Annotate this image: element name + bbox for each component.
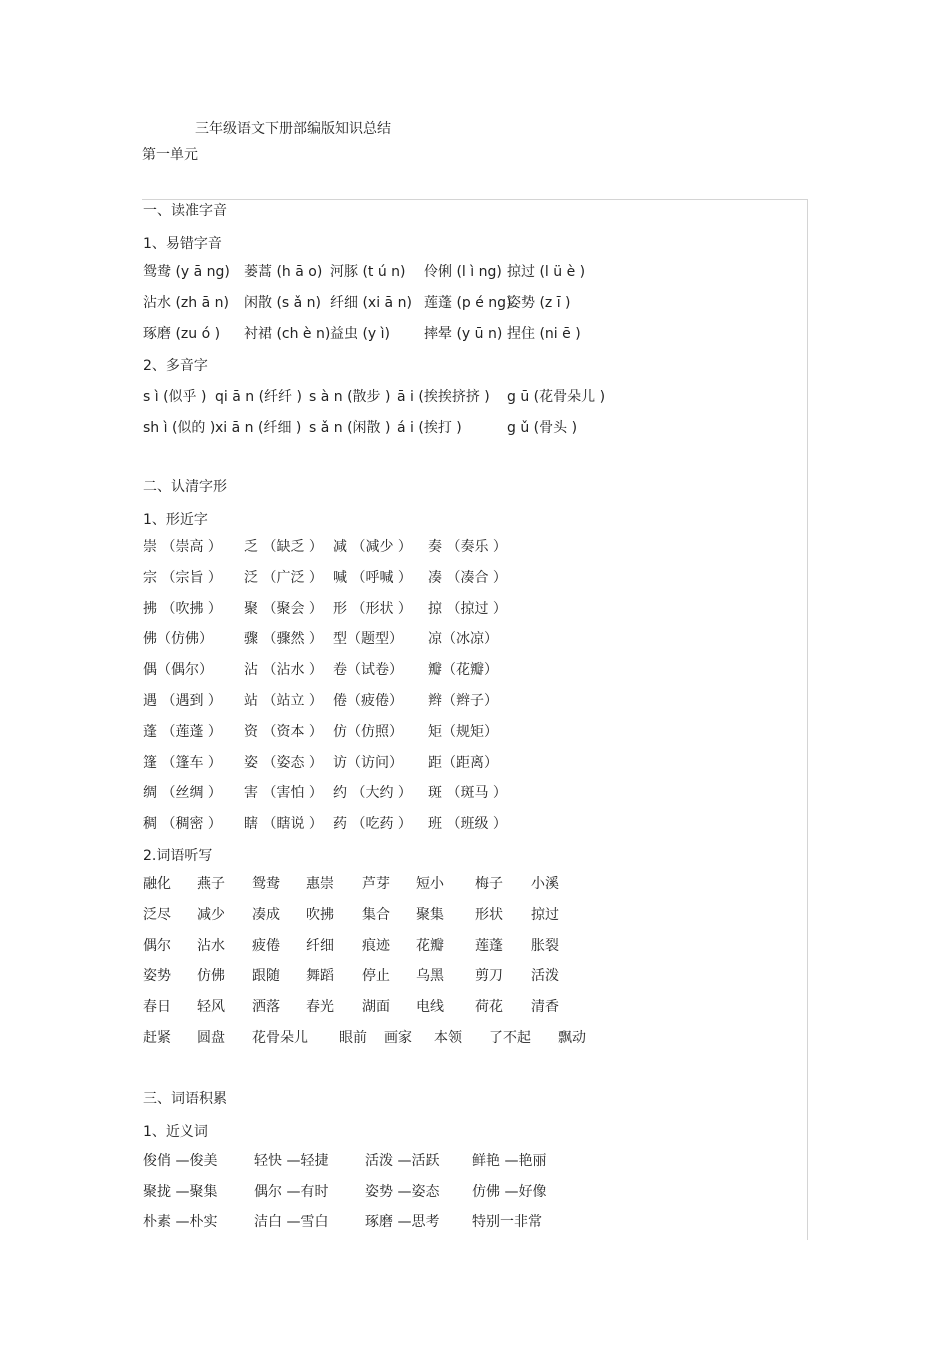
tingxie-item: 小溪 — [531, 876, 559, 892]
tingxie-item: 偶尔 — [143, 937, 171, 954]
yicuo-item: 莲蓬 (p é ng) — [424, 295, 512, 311]
subsection-heading: 2、多音字 — [143, 358, 208, 374]
xingjin-item: 站 （站立 ） — [244, 693, 323, 709]
duoyin-item: qi ā n (纤纤 ) — [215, 389, 302, 405]
content-frame — [142, 199, 808, 1240]
xingjin-item: 喊 （呼喊 ） — [333, 569, 412, 586]
duoyin-item: ā i (挨挨挤挤 ) — [397, 389, 490, 405]
xingjin-item: 卷（试卷） — [333, 662, 403, 679]
tingxie-item: 花骨朵儿 — [252, 1030, 308, 1046]
xingjin-item: 佛（仿佛） — [143, 631, 213, 648]
duoyin-item: g ū (花骨朵儿 ) — [507, 389, 606, 405]
tingxie-item: 圆盘 — [197, 1030, 225, 1046]
xingjin-item: 姿 （姿态 ） — [244, 754, 323, 771]
jinyi-item: 鲜艳 —艳丽 — [472, 1153, 547, 1169]
tingxie-item: 跟随 — [252, 968, 280, 985]
yicuo-item: 沾水 (zh ā n) — [143, 295, 229, 311]
xingjin-item: 访（访问） — [333, 754, 403, 771]
jinyi-item: 琢磨 —思考 — [365, 1214, 440, 1230]
xingjin-item: 凑 （凑合 ） — [428, 569, 507, 586]
tingxie-item: 清香 — [531, 999, 559, 1016]
yicuo-item: 纤细 (xi ā n) — [330, 295, 412, 311]
jinyi-item: 洁白 —雪白 — [254, 1214, 329, 1230]
jinyi-item: 朴素 —朴实 — [143, 1214, 218, 1230]
duoyin-item: xi ā n (纤细 ) — [215, 420, 302, 436]
yicuo-item: 捏住 (ni ē ) — [507, 326, 581, 342]
xingjin-item: 倦（疲倦） — [333, 693, 403, 709]
xingjin-item: 宗 （宗旨 ） — [143, 569, 222, 586]
yicuo-item: 河豚 (t ú n) — [330, 264, 406, 280]
tingxie-item: 乌黑 — [416, 968, 444, 985]
tingxie-item: 鸳鸯 — [252, 876, 280, 892]
subsection-heading: 1、易错字音 — [143, 236, 222, 252]
tingxie-item: 短小 — [416, 876, 444, 892]
tingxie-item: 春日 — [143, 999, 171, 1016]
tingxie-item: 凑成 — [252, 906, 280, 923]
duoyin-item: s ǎ n (闲散 ) — [309, 420, 391, 436]
tingxie-item: 聚集 — [416, 906, 444, 923]
yicuo-item: 衬裙 (ch è n) — [244, 326, 331, 342]
jinyi-item: 姿势 —姿态 — [365, 1183, 440, 1200]
yicuo-item: 益虫 (y ì) — [330, 326, 390, 342]
xingjin-item: 约 （大约 ） — [333, 785, 412, 802]
xingjin-item: 瞎 （瞎说 ） — [244, 816, 323, 833]
tingxie-item: 芦芽 — [362, 876, 390, 892]
xingjin-item: 斑 （斑马 ） — [428, 785, 507, 802]
xingjin-item: 害 （害怕 ） — [244, 785, 323, 802]
subsection-heading: 2.词语听写 — [143, 848, 213, 864]
tingxie-item: 疲倦 — [252, 937, 280, 954]
jinyi-item: 活泼 —活跃 — [365, 1153, 440, 1169]
tingxie-item: 吹拂 — [306, 906, 334, 923]
subsection-heading: 1、形近字 — [143, 512, 208, 528]
xingjin-item: 遇 （遇到 ） — [143, 693, 222, 709]
xingjin-item: 型（题型） — [333, 631, 403, 648]
tingxie-item: 纤细 — [306, 937, 334, 954]
tingxie-item: 燕子 — [197, 876, 225, 892]
tingxie-item: 春光 — [306, 999, 334, 1016]
xingjin-item: 奏 （奏乐 ） — [428, 539, 507, 555]
tingxie-item: 本领 — [434, 1030, 462, 1046]
xingjin-item: 泛 （广泛 ） — [244, 569, 323, 586]
jinyi-item: 聚拢 —聚集 — [143, 1183, 218, 1200]
xingjin-item: 距（距离） — [428, 754, 498, 771]
tingxie-item: 剪刀 — [475, 968, 503, 985]
tingxie-item: 集合 — [362, 906, 390, 923]
xingjin-item: 崇 （崇高 ） — [143, 539, 222, 555]
xingjin-item: 班 （班级 ） — [428, 816, 507, 833]
xingjin-item: 骤 （骤然 ） — [244, 631, 323, 648]
tingxie-item: 仿佛 — [197, 968, 225, 985]
jinyi-item: 特别一非常 — [472, 1214, 542, 1230]
xingjin-item: 蓬 （莲蓬 ） — [143, 723, 222, 740]
yicuo-item: 蒌蒿 (h ā o) — [244, 264, 323, 280]
section-heading: 一、读准字音 — [143, 203, 227, 219]
tingxie-item: 赶紧 — [143, 1030, 171, 1046]
tingxie-item: 荷花 — [475, 999, 503, 1016]
xingjin-item: 乏 （缺乏 ） — [244, 539, 323, 555]
xingjin-item: 形 （形状 ） — [333, 600, 412, 617]
tingxie-item: 停止 — [362, 968, 390, 985]
xingjin-item: 辫（辫子） — [428, 693, 498, 709]
duoyin-item: g ǔ (骨头 ) — [507, 420, 578, 436]
xingjin-item: 资 （资本 ） — [244, 723, 323, 740]
tingxie-item: 胀裂 — [531, 937, 559, 954]
xingjin-item: 矩（规矩） — [428, 723, 498, 740]
tingxie-item: 姿势 — [143, 968, 171, 985]
tingxie-item: 了不起 — [489, 1030, 531, 1046]
tingxie-item: 莲蓬 — [475, 937, 503, 954]
xingjin-item: 篷 （篷车 ） — [143, 754, 222, 771]
yicuo-item: 伶俐 (l ì ng) — [424, 264, 502, 280]
duoyin-item: á i (挨打 ) — [397, 420, 462, 436]
duoyin-item: s ì (似乎 ) — [143, 389, 207, 405]
section-heading: 三、词语积累 — [143, 1091, 227, 1107]
jinyi-item: 轻快 —轻捷 — [254, 1153, 329, 1169]
tingxie-item: 画家 — [384, 1030, 412, 1046]
xingjin-item: 绸 （丝绸 ） — [143, 785, 222, 802]
xingjin-item: 药 （吃药 ） — [333, 816, 412, 833]
xingjin-item: 沾 （沾水 ） — [244, 662, 323, 679]
yicuo-item: 闲散 (s ǎ n) — [244, 295, 322, 311]
tingxie-item: 湖面 — [362, 999, 390, 1016]
tingxie-item: 梅子 — [475, 876, 503, 892]
yicuo-item: 鸳鸯 (y ā ng) — [143, 264, 230, 280]
xingjin-item: 偶（偶尔） — [143, 662, 213, 679]
duoyin-item: s à n (散步 ) — [309, 389, 391, 405]
tingxie-item: 减少 — [197, 906, 225, 923]
xingjin-item: 掠 （掠过 ） — [428, 600, 507, 617]
tingxie-item: 活泼 — [531, 968, 559, 985]
yicuo-item: 琢磨 (zu ó ) — [143, 326, 221, 342]
tingxie-item: 形状 — [475, 906, 503, 923]
tingxie-item: 惠崇 — [306, 876, 334, 892]
xingjin-item: 仿（仿照） — [333, 723, 403, 740]
jinyi-item: 偶尔 —有时 — [254, 1183, 329, 1200]
xingjin-item: 瓣（花瓣） — [428, 662, 498, 679]
tingxie-item: 洒落 — [252, 999, 280, 1016]
tingxie-item: 轻风 — [197, 999, 225, 1016]
xingjin-item: 凉（冰凉） — [428, 631, 498, 648]
unit-title: 第一单元 — [142, 147, 198, 163]
tingxie-item: 飘动 — [558, 1030, 586, 1046]
yicuo-item: 姿势 (z ī ) — [507, 295, 571, 311]
jinyi-item: 仿佛 —好像 — [472, 1183, 547, 1200]
tingxie-item: 舞蹈 — [306, 968, 334, 985]
yicuo-item: 摔晕 (y ū n) — [424, 326, 503, 342]
tingxie-item: 融化 — [143, 876, 171, 892]
tingxie-item: 电线 — [416, 999, 444, 1016]
tingxie-item: 花瓣 — [416, 937, 444, 954]
tingxie-item: 眼前 — [339, 1030, 367, 1046]
xingjin-item: 聚 （聚会 ） — [244, 600, 323, 617]
xingjin-item: 稠 （稠密 ） — [143, 816, 222, 833]
tingxie-item: 痕迹 — [362, 937, 390, 954]
duoyin-item: sh ì (似的 ) — [143, 420, 216, 436]
xingjin-item: 减 （减少 ） — [333, 539, 412, 555]
subsection-heading: 1、近义词 — [143, 1124, 208, 1140]
yicuo-item: 掠过 (l ü è ) — [507, 264, 586, 280]
jinyi-item: 俊俏 —俊美 — [143, 1153, 218, 1169]
xingjin-item: 拂 （吹拂 ） — [143, 600, 222, 617]
tingxie-item: 掠过 — [531, 906, 559, 923]
section-heading: 二、认清字形 — [143, 479, 227, 495]
tingxie-item: 沾水 — [197, 937, 225, 954]
tingxie-item: 泛尽 — [143, 906, 171, 923]
page-title: 三年级语文下册部编版知识总结 — [195, 121, 391, 137]
